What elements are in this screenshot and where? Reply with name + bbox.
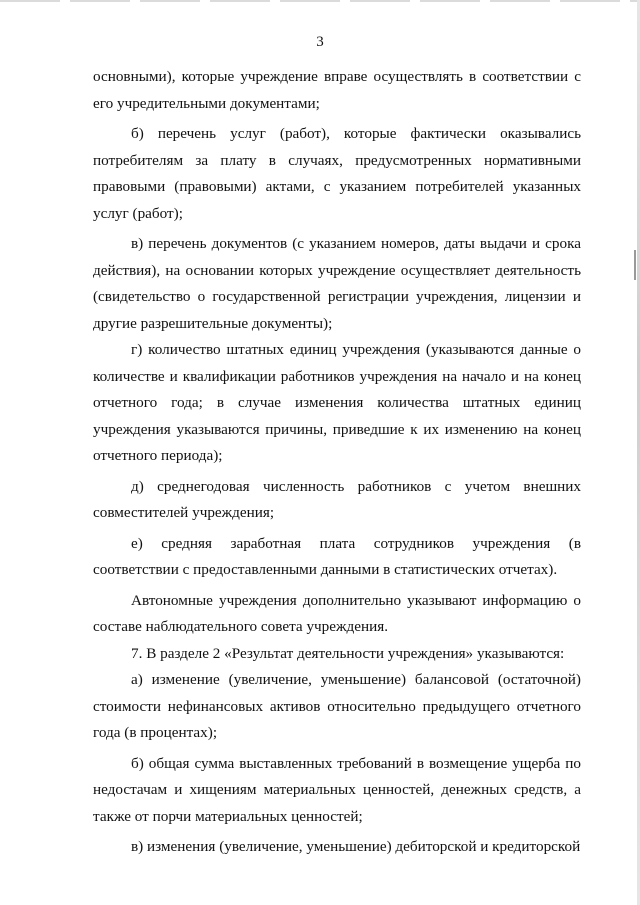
- paragraph-item-g-staff-units: г) количество штатных единиц учреждения (указываются данные о количестве и квалификации работников учреждения на начало и на конец отчетного года; в случае изменения количества штатных единиц учреждения указываются причины, приведшие к их изменению на конец отчетного периода);: [93, 341, 581, 464]
- paragraph-section-7-heading: 7. В разделе 2 «Результат деятельности учреждения» указываются:: [131, 644, 565, 662]
- document-body: [93, 64, 581, 861]
- paragraph-item-b-damage-claims: б) общая сумма выставленных требований в возмещение ущерба по недостачам и хищениям материальных ценностей, денежных средств, а также от порчи материальных ценностей;: [93, 754, 581, 825]
- paragraph-autonomous-institutions: Автономные учреждения дополнительно указывают информацию о составе наблюдательного совета учреждения.: [93, 591, 581, 635]
- paragraph-item-d-average-headcount: д) среднегодовая численность работников с учетом внешних совместителей учреждения;: [93, 477, 581, 521]
- paragraph-item-b-services: б) перечень услуг (работ), которые фактически оказывались потребителям за плату в случаях, предусмотренных нормативными правовыми (правовыми) актами, с указанием потребителей указанных услуг (работ);: [93, 125, 581, 222]
- scan-top-edge: [0, 0, 640, 2]
- paragraph-item-v-documents: в) перечень документов (с указанием номеров, даты выдачи и срока действия), на основании которых учреждение осуществляет деятельность (свидетельство о государственной регистрации учреждения, лицензии и другие разрешительные документы);: [93, 235, 581, 332]
- scan-binding-mark: [634, 250, 636, 280]
- page-number: 3: [316, 34, 324, 50]
- paragraph-item-v-receivables: в) изменения (увеличение, уменьшение) дебиторской и кредиторской: [131, 838, 581, 855]
- paragraph-item-a-asset-change: а) изменение (увеличение, уменьшение) балансовой (остаточной) стоимости нефинансовых активов относительно предыдущего отчетного года (в процентах);: [93, 671, 581, 741]
- paragraph-item-e-average-salary: е) средняя заработная плата сотрудников учреждения (в соответствии с предоставленными данными в статистических отчетах).: [93, 534, 581, 578]
- paragraph-continuation: основными), которые учреждение вправе осуществлять в соответствии с его учредительными документами;: [93, 68, 581, 112]
